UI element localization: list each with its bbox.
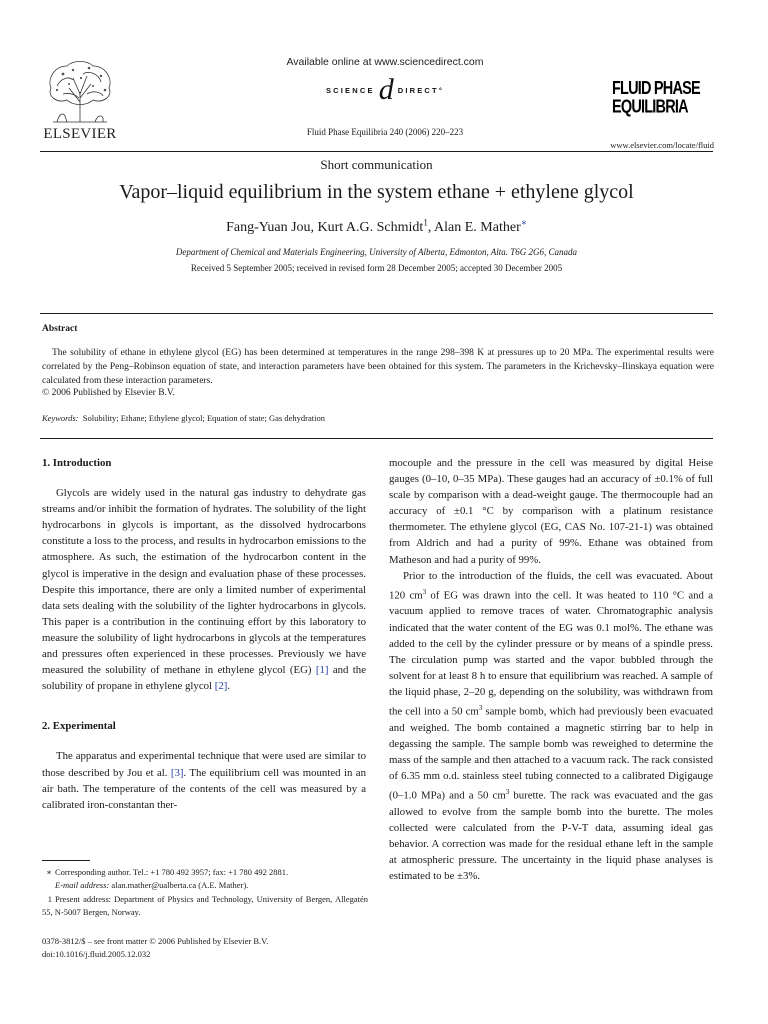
citation-link-3[interactable]: [3] xyxy=(170,766,184,779)
elsevier-tree-icon xyxy=(43,58,117,124)
sd-logo-left: SCIENCE xyxy=(325,85,375,95)
doi-line[interactable]: doi:10.1016/j.fluid.2005.12.032 xyxy=(42,949,151,959)
experimental-paragraph-1-continued: mocouple and the pressure in the cell was measured by digital Heise gauges (0–10, 0–35 MPa). These gauges had an accuracy of ±0.1% of full scale by comparison with a dead-weight gauge. The thermocouple had an accuracy of ±0.1 °C by comparison with a platinum resistance thermometer. The ethylene glycol (EG, CAS No. 107-21-1) was obtained from Aldrich and had a purity of 99%. Ethane was obtained from Matheson and had a purity of 99%. xyxy=(389,457,713,566)
footnote-1-symbol: 1 xyxy=(47,894,52,904)
abstract-heading: Abstract xyxy=(42,324,78,334)
section-heading-experimental: 2. Experimental xyxy=(42,720,116,733)
abstract-top-divider xyxy=(40,313,713,314)
intro-text-main: Glycols are widely used in the natural gas industry to dehydrate gas streams and/or inhibit the formation of hydrates. The solubility of the light hydrocarbons in glycols is important, as the dissolved hydrocarbons constitute a loss to the process, and results in hydrocarbon emissions to the atmosphere. As such, the estimation of the hydrocarbon content in the glycol is imperative in the design and evaluation phase of these processes. Despite this importance, there are only a limited number of experimental data sets dealing with the solubility of the lighter hydrocarbons in glycols. This paper is a contribution in the continuing effort by this laboratory to measure the solubility of light hydrocarbons in glycols at the temperatures and pressures often experienced in these processes. Previously we have measured the solubility of methane in ethylene glycol (EG) xyxy=(42,487,366,677)
footnote-divider xyxy=(42,860,90,861)
exp-p2-d: burette. The rack was evacuated and the gas allowed to evolve from the sample bomb into the burette. The moles collected were calculated from the P-V-T data, assuming ideal gas behavior. A correction was made for the residual ethane left in the sample at atmospheric pressure. The uncertainty in the liquid phase analyses is estimated to be ±3%. xyxy=(389,789,714,883)
abstract-copyright: © 2006 Published by Elsevier B.V. xyxy=(42,388,175,398)
sd-logo-right: DIRECT° xyxy=(397,85,445,95)
journal-logo-line2: EQUILIBRIA xyxy=(612,97,688,118)
header-divider xyxy=(40,151,713,152)
exp-p1-end: . The equilibrium cell was mounted in an air bath. The temperature of the contents of the cell was measured by a calibrated iron-constantan ther- xyxy=(42,766,366,811)
exp-p2-sup1: 3 xyxy=(422,587,427,596)
keywords-label: Keywords: xyxy=(42,413,79,423)
corresponding-author-mark[interactable]: ∗ xyxy=(520,217,527,228)
publisher-name: ELSEVIER xyxy=(43,126,117,142)
authors-part1: Fang-Yuan Jou, Kurt A.G. Schmidt xyxy=(226,220,424,235)
footnote-corresponding xyxy=(42,866,368,891)
journal-logo-line1: FLUID PHASE xyxy=(612,78,700,99)
exp-p2-c: sample bomb, which had previously been evacuated and weighed. The bomb contained a magnetic stirring bar to help in degassing the sample. The sample bomb was reweighed to determine the mass of the sample and then attached to a vacuum rack. The rack consisted of 6.35 mm o.d. stainless steel tubing connected to a calibrated Digigauge (0–1.0 MPa) and a 50 cm xyxy=(389,705,713,802)
intro-text-mid: and the solubility of propane in ethylene glycol xyxy=(42,664,366,693)
experimental-paragraph-1 xyxy=(42,748,366,812)
abstract-bottom-divider xyxy=(40,438,713,439)
exp-p2-b: of EG was drawn into the cell. It was heated to 110 °C and a vacuum applied to remove traces of water. Chromatographic analysis indicated that the water content of the EG was 0.1 mol%. The ethane was added to the cell by the cylinder pressure or by means of a spindle press. The circulation pump was started and the vapor bubbled through the solvent for at least 8 h to ensure that equilibrium was reached. A sample of the liquid phase, 2–20 g, depending on the solubility, was withdrawn from the cell into a 50 cm xyxy=(389,589,713,718)
article-title: Vapor–liquid equilibrium in the system ethane + ethylene glycol xyxy=(119,181,634,203)
intro-text-end: . xyxy=(227,680,231,693)
article-type: Short communication xyxy=(320,157,433,172)
exp-p2-sup2: 3 xyxy=(478,704,483,712)
footnote-1-text: Present address: Department of Physics and Technology, University of Bergen, Allegatén 55, N-5007 Bergen, Norway. xyxy=(42,894,368,917)
citation-link-1[interactable]: [1] xyxy=(315,664,329,677)
exp-p1-start: The apparatus and experimental technique that were used are similar to those described by Jou et al. xyxy=(42,750,366,779)
introduction-paragraph xyxy=(42,485,366,694)
keywords xyxy=(42,413,325,423)
experimental-paragraph-2 xyxy=(389,568,713,885)
right-column xyxy=(389,455,713,884)
author-list xyxy=(40,217,713,236)
author-footnote-mark[interactable]: 1 xyxy=(423,217,428,228)
journal-url[interactable]: www.elsevier.com/locate/fluid xyxy=(610,140,714,150)
email-address[interactable]: alan.mather@ualberta.ca (A.E. Mather). xyxy=(109,879,249,890)
footnote-corr-symbol: ∗ xyxy=(46,867,52,877)
issn-line: 0378-3812/$ – see front matter © 2006 Published by Elsevier B.V. xyxy=(42,936,269,946)
authors-part2: , Alan E. Mather xyxy=(427,220,521,235)
left-column xyxy=(42,455,366,813)
available-online-text: Available online at www.sciencedirect.com xyxy=(286,56,484,68)
footnote-1 xyxy=(42,893,368,918)
exp-p2-a: Prior to the introduction of the fluids, the cell was evacuated. About 120 cm xyxy=(389,569,713,602)
citation-link-2[interactable]: [2] xyxy=(214,680,228,693)
sd-logo-glyph: d xyxy=(378,73,394,106)
section-heading-introduction: 1. Introduction xyxy=(42,457,112,469)
front-matter-info xyxy=(42,935,268,961)
keywords-list: Solubility; Ethane; Ethylene glycol; Equation of state; Gas dehydration xyxy=(82,413,325,423)
sciencedirect-logo xyxy=(250,73,520,107)
received-dates: Received 5 September 2005; received in revised form 28 December 2005; accepted 30 December 2005 xyxy=(190,263,563,273)
journal-reference: Fluid Phase Equilibria 240 (2006) 220–223 xyxy=(306,127,464,137)
affiliation: Department of Chemical and Materials Engineering, University of Alberta, Edmonton, Alta. T6G 2G6, Canada xyxy=(175,247,578,257)
abstract-text: The solubility of ethane in ethylene glycol (EG) has been determined at temperatures in the range 298–398 K at pressures up to 20 MPa. The experimental results were correlated by the Peng–Robinson equation of state, and interaction parameters have been obtained for this system. The parameters in the Krichevsky–Ilinskaya equation were calculated from these interaction parameters. xyxy=(42,348,714,386)
email-label: E-mail address: xyxy=(55,879,110,890)
publisher-logo xyxy=(40,58,120,143)
exp-p2-sup3: 3 xyxy=(505,788,510,797)
journal-logo xyxy=(612,80,700,118)
footnote-corr-text: Corresponding author. Tel.: +1 780 492 3957; fax: +1 780 492 2881. xyxy=(55,867,289,877)
